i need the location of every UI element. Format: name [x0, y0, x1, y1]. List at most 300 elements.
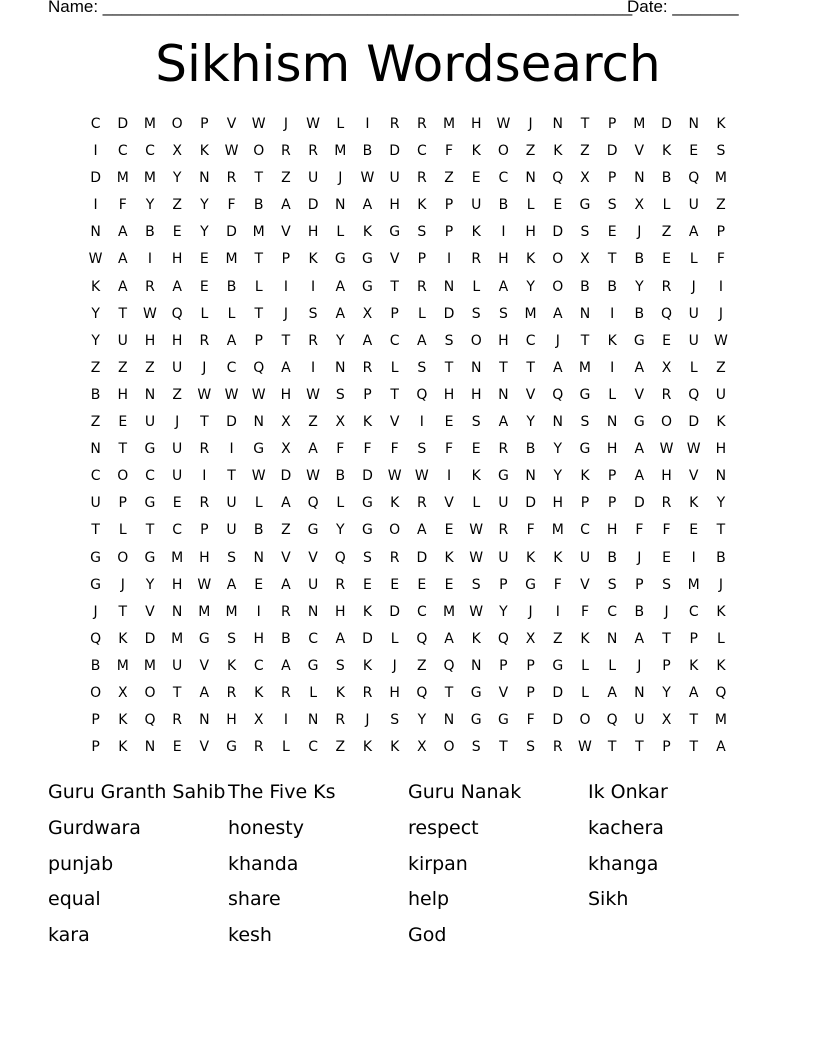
grid-cell[interactable]: S — [417, 224, 427, 241]
grid-cell[interactable]: Q — [443, 657, 455, 674]
grid-cell[interactable]: A — [281, 359, 291, 376]
grid-cell[interactable]: G — [144, 495, 156, 512]
grid-cell[interactable]: W — [251, 468, 266, 485]
grid-cell[interactable]: A — [281, 495, 291, 512]
grid-cell[interactable]: U — [688, 305, 699, 322]
grid-cell[interactable]: B — [716, 549, 726, 566]
grid-cell[interactable]: W — [686, 441, 701, 458]
grid-cell[interactable]: E — [417, 576, 427, 593]
grid-cell[interactable]: R — [661, 495, 672, 512]
grid-cell[interactable]: F — [445, 143, 454, 160]
grid-cell[interactable]: L — [282, 739, 290, 756]
grid-cell[interactable]: X — [661, 359, 672, 376]
grid-cell[interactable]: D — [362, 468, 373, 485]
grid-cell[interactable]: Z — [172, 386, 182, 403]
grid-cell[interactable]: Q — [606, 712, 618, 729]
grid-cell[interactable]: C — [308, 739, 318, 756]
grid-cell[interactable]: J — [637, 549, 642, 566]
grid-cell[interactable]: T — [172, 684, 182, 701]
grid-cell[interactable]: N — [470, 359, 482, 376]
grid-cell[interactable]: P — [91, 712, 100, 729]
grid-cell[interactable]: T — [499, 359, 508, 376]
grid-cell[interactable]: P — [635, 576, 644, 593]
grid-cell[interactable]: A — [552, 359, 563, 376]
grid-cell[interactable]: H — [389, 684, 400, 701]
grid-cell[interactable]: N — [552, 116, 564, 132]
grid-cell[interactable]: Y — [200, 197, 209, 214]
grid-cell[interactable]: T — [444, 359, 454, 376]
grid-cell[interactable]: G — [362, 495, 373, 512]
grid-cell[interactable]: J — [202, 359, 207, 376]
grid-cell[interactable]: A — [281, 576, 291, 593]
grid-cell[interactable]: B — [281, 630, 291, 647]
grid-cell[interactable]: N — [443, 278, 455, 295]
grid-cell[interactable]: Y — [553, 468, 563, 485]
grid-cell[interactable]: Q — [416, 630, 428, 647]
grid-cell[interactable]: X — [362, 305, 373, 322]
grid-cell[interactable]: G — [198, 630, 210, 647]
grid-cell[interactable]: K — [471, 224, 481, 241]
grid-cell[interactable]: R — [226, 684, 237, 701]
grid-cell[interactable]: R — [335, 576, 346, 593]
grid-cell[interactable]: V — [199, 739, 210, 756]
grid-cell[interactable]: H — [498, 251, 509, 268]
grid-cell[interactable]: K — [716, 657, 726, 674]
grid-cell[interactable]: K — [390, 495, 400, 512]
grid-cell[interactable]: G — [633, 414, 645, 431]
grid-cell[interactable]: Z — [580, 143, 590, 160]
grid-cell[interactable]: C — [416, 603, 427, 620]
grid-cell[interactable]: M — [171, 549, 184, 566]
grid-cell[interactable]: R — [471, 251, 482, 268]
grid-cell[interactable]: T — [281, 332, 291, 349]
grid-cell[interactable]: B — [90, 386, 101, 403]
grid-cell[interactable]: E — [444, 414, 454, 431]
grid-cell[interactable]: S — [227, 630, 236, 647]
grid-cell[interactable]: R — [335, 712, 346, 729]
grid-cell[interactable]: O — [661, 414, 673, 431]
grid-cell[interactable]: S — [363, 549, 372, 566]
grid-cell[interactable]: L — [581, 684, 589, 701]
grid-cell[interactable]: I — [446, 251, 452, 268]
grid-cell[interactable]: H — [552, 495, 564, 512]
grid-cell[interactable]: S — [444, 332, 454, 349]
grid-cell[interactable]: C — [688, 603, 699, 620]
grid-cell[interactable]: R — [416, 170, 427, 187]
grid-cell[interactable]: Q — [171, 305, 183, 322]
grid-cell[interactable]: K — [335, 684, 345, 701]
grid-cell[interactable]: E — [199, 251, 209, 268]
grid-cell[interactable]: W — [659, 441, 674, 458]
grid-cell[interactable]: S — [335, 657, 345, 674]
grid-cell[interactable]: Q — [416, 684, 428, 701]
grid-cell[interactable]: K — [118, 712, 128, 729]
grid-cell[interactable]: E — [689, 143, 699, 160]
grid-cell[interactable]: M — [116, 657, 129, 674]
grid-cell[interactable]: T — [580, 332, 590, 349]
grid-cell[interactable]: U — [307, 170, 319, 187]
grid-cell[interactable]: M — [714, 170, 727, 187]
grid-cell[interactable]: Q — [144, 712, 156, 729]
grid-cell[interactable]: Z — [308, 414, 318, 431]
grid-cell[interactable]: W — [143, 305, 157, 322]
grid-cell[interactable]: T — [254, 251, 263, 268]
grid-cell[interactable]: R — [362, 684, 373, 701]
grid-cell[interactable]: Y — [91, 332, 100, 349]
grid-cell[interactable]: O — [389, 522, 401, 539]
grid-cell[interactable]: T — [145, 522, 155, 539]
grid-cell[interactable]: T — [200, 414, 209, 431]
grid-cell[interactable]: W — [469, 522, 484, 539]
grid-cell[interactable]: Q — [688, 170, 700, 187]
grid-cell[interactable]: O — [171, 116, 183, 132]
grid-cell[interactable]: I — [610, 359, 615, 376]
grid-cell[interactable]: U — [688, 197, 699, 214]
grid-cell[interactable]: A — [417, 522, 427, 539]
grid-cell[interactable]: V — [389, 414, 400, 431]
grid-cell[interactable]: J — [338, 170, 343, 187]
grid-cell[interactable]: D — [117, 116, 129, 132]
grid-cell[interactable]: G — [144, 549, 156, 566]
grid-cell[interactable]: K — [661, 143, 672, 160]
grid-cell[interactable]: R — [308, 332, 318, 349]
grid-cell[interactable]: H — [280, 386, 292, 403]
grid-cell[interactable]: I — [256, 603, 261, 620]
grid-cell[interactable]: X — [525, 630, 536, 647]
grid-cell[interactable]: G — [470, 712, 482, 729]
grid-cell[interactable]: W — [306, 468, 321, 485]
grid-cell[interactable]: V — [308, 549, 318, 566]
grid-cell[interactable]: N — [688, 116, 699, 132]
grid-cell[interactable]: Q — [715, 684, 727, 701]
grid-cell[interactable]: K — [308, 251, 318, 268]
grid-cell[interactable]: Z — [145, 359, 155, 376]
grid-cell[interactable]: G — [144, 441, 156, 458]
grid-cell[interactable]: B — [607, 278, 617, 295]
grid-cell[interactable]: J — [691, 278, 696, 295]
grid-cell[interactable]: W — [360, 170, 375, 187]
grid-cell[interactable]: M — [633, 116, 646, 132]
grid-cell[interactable]: U — [579, 549, 591, 566]
grid-cell[interactable]: W — [224, 143, 239, 160]
grid-cell[interactable]: H — [715, 441, 727, 458]
grid-cell[interactable]: M — [524, 305, 537, 322]
grid-cell[interactable]: H — [226, 712, 237, 729]
grid-cell[interactable]: A — [226, 576, 237, 593]
grid-cell[interactable]: K — [362, 657, 373, 674]
grid-cell[interactable]: G — [579, 386, 591, 403]
grid-cell[interactable]: S — [471, 305, 481, 322]
grid-cell[interactable]: B — [498, 197, 509, 214]
grid-cell[interactable]: L — [581, 657, 589, 674]
grid-cell[interactable]: N — [253, 414, 264, 431]
grid-cell[interactable]: Z — [281, 522, 291, 539]
grid-cell[interactable]: J — [718, 305, 723, 322]
grid-cell[interactable]: E — [662, 251, 671, 268]
grid-cell[interactable]: V — [145, 603, 155, 620]
grid-cell[interactable]: N — [525, 468, 536, 485]
grid-cell[interactable]: F — [635, 522, 644, 539]
grid-cell[interactable]: F — [445, 441, 454, 458]
grid-cell[interactable]: P — [580, 495, 590, 512]
grid-cell[interactable]: Y — [172, 170, 182, 187]
grid-cell[interactable]: R — [226, 170, 237, 187]
grid-cell[interactable]: Z — [716, 359, 726, 376]
grid-cell[interactable]: U — [498, 549, 509, 566]
grid-cell[interactable]: N — [307, 603, 319, 620]
grid-cell[interactable]: C — [498, 170, 509, 187]
grid-cell[interactable]: P — [607, 468, 617, 485]
grid-cell[interactable]: U — [172, 468, 183, 485]
grid-cell[interactable]: M — [252, 224, 265, 241]
grid-cell[interactable]: Y — [145, 576, 155, 593]
grid-cell[interactable]: E — [662, 549, 671, 566]
grid-cell[interactable]: T — [444, 684, 454, 701]
grid-cell[interactable]: Y — [526, 278, 535, 295]
grid-cell[interactable]: B — [335, 468, 346, 485]
grid-cell[interactable]: B — [253, 197, 264, 214]
grid-cell[interactable]: N — [606, 414, 618, 431]
grid-cell[interactable]: H — [253, 630, 264, 647]
grid-cell[interactable]: L — [390, 359, 399, 376]
grid-cell[interactable]: C — [308, 630, 318, 647]
grid-cell[interactable]: T — [91, 522, 100, 539]
grid-cell[interactable]: G — [389, 224, 401, 241]
grid-cell[interactable]: M — [714, 712, 727, 729]
grid-cell[interactable]: E — [363, 576, 372, 593]
grid-cell[interactable]: P — [607, 116, 617, 132]
grid-cell[interactable]: R — [389, 549, 400, 566]
grid-cell[interactable]: P — [526, 657, 535, 674]
grid-cell[interactable]: D — [389, 603, 401, 620]
grid-cell[interactable]: C — [226, 359, 237, 376]
grid-cell[interactable]: P — [200, 522, 209, 539]
grid-cell[interactable]: W — [251, 116, 266, 132]
grid-cell[interactable]: V — [389, 251, 400, 268]
grid-cell[interactable]: J — [664, 603, 669, 620]
grid-cell[interactable]: X — [281, 414, 291, 431]
grid-cell[interactable]: H — [525, 224, 536, 241]
grid-cell[interactable]: Z — [90, 359, 101, 376]
grid-cell[interactable]: D — [389, 143, 401, 160]
grid-cell[interactable]: S — [390, 712, 400, 729]
grid-cell[interactable]: R — [416, 495, 427, 512]
grid-cell[interactable]: K — [362, 603, 373, 620]
grid-cell[interactable]: K — [417, 197, 427, 214]
grid-cell[interactable]: H — [117, 386, 129, 403]
grid-cell[interactable]: N — [171, 603, 183, 620]
grid-cell[interactable]: Z — [552, 630, 563, 647]
grid-cell[interactable]: J — [93, 603, 98, 620]
grid-cell[interactable]: S — [498, 305, 508, 322]
grid-cell[interactable]: C — [90, 468, 101, 485]
grid-cell[interactable]: R — [498, 441, 509, 458]
grid-cell[interactable]: O — [144, 684, 156, 701]
grid-cell[interactable]: N — [199, 170, 210, 187]
grid-cell[interactable]: M — [171, 630, 184, 647]
grid-cell[interactable]: C — [145, 143, 155, 160]
grid-cell[interactable]: V — [634, 143, 645, 160]
grid-cell[interactable]: D — [606, 143, 618, 160]
grid-cell[interactable]: R — [362, 359, 373, 376]
grid-cell[interactable]: C — [416, 143, 427, 160]
grid-cell[interactable]: Y — [417, 712, 427, 729]
grid-cell[interactable]: T — [118, 441, 128, 458]
grid-cell[interactable]: A — [281, 197, 291, 214]
grid-cell[interactable]: X — [335, 414, 346, 431]
grid-cell[interactable]: Z — [335, 739, 346, 756]
grid-cell[interactable]: A — [634, 359, 645, 376]
grid-cell[interactable]: P — [662, 739, 671, 756]
grid-cell[interactable]: N — [90, 441, 101, 458]
grid-cell[interactable]: S — [417, 441, 427, 458]
grid-cell[interactable]: C — [580, 522, 590, 539]
grid-cell[interactable]: Q — [661, 305, 673, 322]
grid-cell[interactable]: X — [172, 143, 182, 160]
grid-cell[interactable]: H — [307, 224, 319, 241]
grid-cell[interactable]: R — [281, 143, 291, 160]
grid-cell[interactable]: H — [470, 386, 482, 403]
grid-cell[interactable]: N — [715, 468, 727, 485]
grid-cell[interactable]: P — [281, 251, 291, 268]
grid-cell[interactable]: E — [199, 278, 209, 295]
grid-cell[interactable]: A — [226, 332, 237, 349]
grid-cell[interactable]: K — [362, 224, 373, 241]
grid-cell[interactable]: P — [417, 251, 427, 268]
grid-cell[interactable]: J — [637, 657, 642, 674]
grid-cell[interactable]: P — [607, 495, 617, 512]
grid-cell[interactable]: V — [634, 386, 645, 403]
grid-cell[interactable]: E — [444, 522, 454, 539]
grid-cell[interactable]: V — [281, 224, 291, 241]
grid-cell[interactable]: L — [472, 495, 481, 512]
grid-cell[interactable]: C — [607, 603, 618, 620]
grid-cell[interactable]: T — [716, 522, 726, 539]
grid-cell[interactable]: N — [579, 305, 591, 322]
grid-cell[interactable]: N — [470, 657, 482, 674]
grid-cell[interactable]: W — [387, 468, 402, 485]
grid-cell[interactable]: M — [116, 170, 129, 187]
grid-cell[interactable]: H — [335, 603, 346, 620]
grid-cell[interactable]: O — [117, 549, 129, 566]
grid-cell[interactable]: K — [199, 143, 209, 160]
grid-cell[interactable]: K — [471, 630, 481, 647]
grid-cell[interactable]: N — [443, 712, 455, 729]
grid-cell[interactable]: R — [172, 712, 183, 729]
grid-cell[interactable]: Z — [716, 197, 726, 214]
grid-cell[interactable]: L — [336, 224, 345, 241]
grid-cell[interactable]: B — [226, 278, 237, 295]
grid-cell[interactable]: D — [226, 224, 237, 241]
grid-cell[interactable]: M — [143, 170, 157, 187]
grid-cell[interactable]: L — [336, 495, 345, 512]
grid-cell[interactable]: D — [443, 305, 455, 322]
grid-cell[interactable]: L — [689, 359, 698, 376]
grid-cell[interactable]: L — [608, 657, 617, 674]
grid-cell[interactable]: C — [525, 332, 536, 349]
grid-cell[interactable]: L — [254, 495, 263, 512]
grid-cell[interactable]: J — [283, 305, 288, 322]
grid-cell[interactable]: D — [362, 630, 373, 647]
grid-cell[interactable]: S — [471, 414, 481, 431]
grid-cell[interactable]: T — [607, 251, 617, 268]
grid-cell[interactable]: R — [199, 495, 210, 512]
grid-cell[interactable]: D — [226, 414, 237, 431]
grid-cell[interactable]: L — [662, 197, 671, 214]
grid-cell[interactable]: Y — [662, 684, 671, 701]
grid-cell[interactable]: I — [147, 251, 153, 268]
grid-cell[interactable]: R — [145, 278, 155, 295]
grid-cell[interactable]: G — [497, 712, 509, 729]
grid-cell[interactable]: K — [118, 739, 128, 756]
grid-cell[interactable]: U — [498, 495, 509, 512]
grid-cell[interactable]: J — [120, 576, 125, 593]
grid-cell[interactable]: B — [634, 251, 645, 268]
grid-cell[interactable]: K — [553, 549, 563, 566]
grid-cell[interactable]: J — [528, 116, 533, 132]
grid-cell[interactable]: Y — [336, 332, 345, 349]
grid-cell[interactable]: L — [309, 684, 317, 701]
grid-cell[interactable]: T — [607, 739, 617, 756]
grid-cell[interactable]: D — [525, 495, 536, 512]
grid-cell[interactable]: T — [689, 739, 698, 756]
grid-cell[interactable]: D — [552, 712, 564, 729]
grid-cell[interactable]: N — [634, 684, 645, 701]
grid-cell[interactable]: H — [498, 332, 509, 349]
grid-cell[interactable]: K — [689, 495, 699, 512]
grid-cell[interactable]: F — [363, 441, 372, 458]
grid-cell[interactable]: N — [199, 712, 210, 729]
grid-cell[interactable]: X — [117, 684, 128, 701]
grid-cell[interactable]: I — [718, 278, 723, 295]
grid-cell[interactable]: K — [362, 739, 373, 756]
grid-cell[interactable]: X — [281, 441, 291, 458]
grid-cell[interactable]: B — [634, 305, 645, 322]
grid-cell[interactable]: C — [145, 468, 155, 485]
grid-cell[interactable]: P — [716, 224, 726, 241]
grid-cell[interactable]: D — [633, 495, 645, 512]
grid-cell[interactable]: V — [444, 495, 454, 512]
grid-cell[interactable]: A — [417, 332, 427, 349]
grid-cell[interactable]: M — [551, 522, 564, 539]
grid-cell[interactable]: C — [172, 522, 183, 539]
grid-cell[interactable]: D — [552, 224, 564, 241]
grid-cell[interactable]: S — [471, 739, 481, 756]
grid-cell[interactable]: M — [198, 603, 211, 620]
grid-cell[interactable]: W — [469, 603, 484, 620]
grid-cell[interactable]: H — [661, 468, 672, 485]
grid-cell[interactable]: U — [389, 170, 400, 187]
grid-cell[interactable]: E — [553, 197, 563, 214]
grid-cell[interactable]: H — [171, 251, 183, 268]
grid-cell[interactable]: Q — [688, 386, 700, 403]
grid-cell[interactable]: K — [390, 739, 400, 756]
grid-cell[interactable]: V — [199, 657, 210, 674]
grid-cell[interactable]: J — [365, 712, 370, 729]
grid-cell[interactable]: T — [118, 305, 128, 322]
grid-cell[interactable]: W — [306, 116, 321, 132]
grid-cell[interactable]: V — [498, 684, 509, 701]
grid-cell[interactable]: I — [311, 359, 316, 376]
grid-cell[interactable]: G — [579, 441, 591, 458]
grid-cell[interactable]: G — [497, 468, 509, 485]
grid-cell[interactable]: I — [93, 197, 98, 214]
grid-cell[interactable]: A — [308, 441, 318, 458]
grid-cell[interactable]: D — [688, 414, 700, 431]
grid-cell[interactable]: F — [390, 441, 399, 458]
grid-cell[interactable]: A — [362, 332, 373, 349]
grid-cell[interactable]: H — [171, 332, 183, 349]
